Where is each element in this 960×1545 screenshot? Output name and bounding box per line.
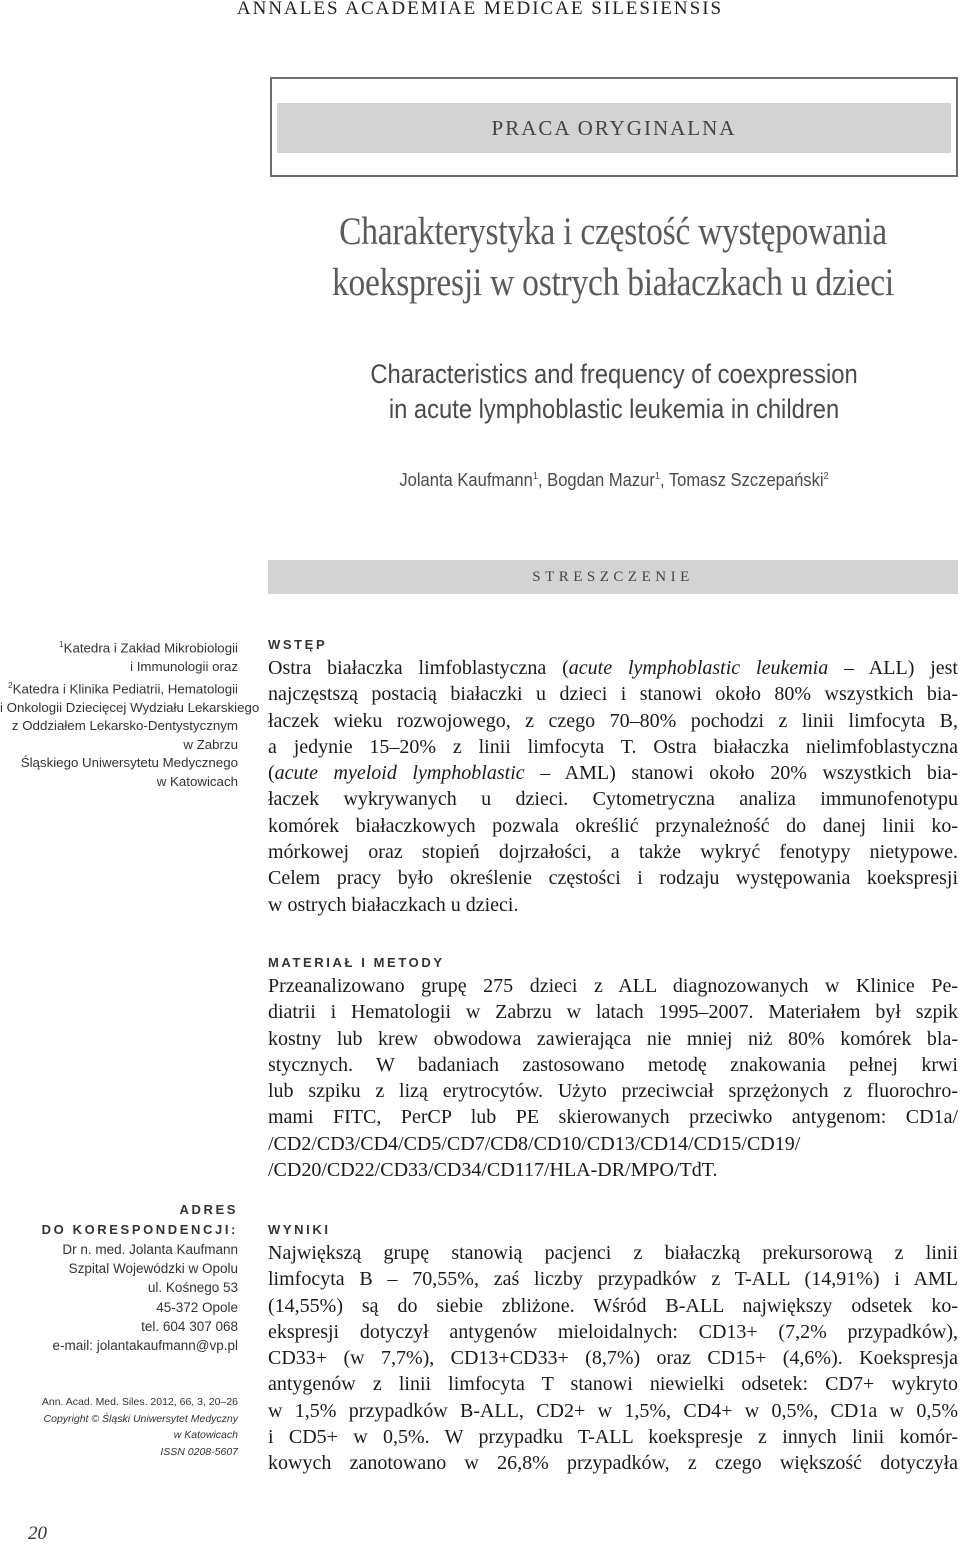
- text-line: w 1,5% przypadków B-ALL, CD2+ w 1,5%, CD4+ w 0,5%, CD1a w 0,5%: [268, 1399, 958, 1422]
- text-line: (14,55%) są do siebie zbliżone. Wśród B-ALL największy odsetek ko-: [268, 1294, 958, 1317]
- author-1: Jolanta Kaufmann: [399, 470, 533, 490]
- text-line: Celem pracy było określenie częstości i rodzaju występowania koekspresji: [268, 867, 958, 890]
- text-line: w ostrych białaczkach u dzieci.: [268, 893, 519, 916]
- section-heading-results: WYNIKI: [268, 1222, 331, 1237]
- affiliations: [0, 636, 260, 792]
- correspondence-block: [0, 1200, 238, 1355]
- author-list: [298, 470, 931, 491]
- text-line: CD33+ (w 7,7%), CD13+CD33+ (8,7%) oraz CD15+ (4,6%). Koekspresja: [268, 1347, 958, 1370]
- section-heading-wstep: WSTĘP: [268, 637, 328, 652]
- section-body-wstep: [268, 655, 958, 918]
- page-number: 20: [28, 1523, 47, 1544]
- section-body-methods: [268, 973, 958, 1183]
- text-line: diatrii i Hematologii w Zabrzu w latach 1995–2007. Materiałem był szpik: [268, 1001, 958, 1024]
- text-line: /CD2/CD3/CD4/CD5/CD7/CD8/CD10/CD13/CD14/CD15/CD19/: [268, 1132, 801, 1155]
- author-1-affil: 1: [532, 471, 538, 482]
- text-line: najczęstszą postacią białaczki u dzieci i stanowi około 80% wszystkich bia-: [268, 683, 958, 706]
- affil-line: $^2$Katedra i Klinika Pediatrii, Hematologii: [8, 680, 238, 697]
- correspondence-heading-1: ADRES: [179, 1202, 238, 1217]
- article-subtitle-english: [311, 357, 916, 427]
- text-line: łaczek wieku rozwojowego, z czego 70–80% pochodzi z linii limfocyta B,: [268, 709, 958, 732]
- citation-ref: Ann. Acad. Med. Siles. 2012, 66, 3, 20–26: [41, 1396, 238, 1408]
- text-line: (acute myeloid lymphoblastic – AML) stanowi około 20% wszystkich bia-: [268, 762, 959, 785]
- text-line: kowych zanotowano w 26,8% przypadków, z czego większość dotyczyła: [268, 1452, 958, 1475]
- section-body-results: [268, 1240, 958, 1477]
- abstract-header-bar: STRESZCZENIE: [268, 560, 958, 594]
- correspondence-line: tel. 604 307 068: [141, 1318, 238, 1334]
- article-type-box: [270, 77, 958, 177]
- text-line: stycznych. W badaniach zastosowano metodę znakowania pełnej krwi: [268, 1053, 958, 1076]
- author-3-affil: 2: [823, 471, 829, 482]
- article-type: PRACA ORYGINALNA: [277, 103, 951, 153]
- author-3: , Tomasz Szczepański: [660, 470, 824, 490]
- text-line: kostny lub krew obwodowa zawierająca nie mniej niż 80% komórek bla-: [268, 1027, 958, 1050]
- correspondence-line: ul. Kośnego 53: [147, 1280, 238, 1296]
- correspondence-line: Szpital Wojewódzki w Opolu: [68, 1261, 238, 1277]
- text-line: mami FITC, PerCP lub PE skierowanych przeciwko antygenom: CD1a/: [268, 1106, 958, 1129]
- text-line: Przeanalizowano grupę 275 dzieci z ALL diagnozowanych w Klinice Pe-: [268, 975, 958, 997]
- author-2-affil: 1: [654, 471, 660, 482]
- text-line: komórek białaczkowych pozwala określić przynależność do danej linii ko-: [268, 814, 958, 837]
- text-line: lub szpiku z lizą erytrocytów. Użyto przeciwciał sprzężonych z fluorochro-: [268, 1080, 958, 1103]
- text-line: łaczek wykrywanych u dzieci. Cytometryczna analiza immunofenotypu: [268, 788, 958, 811]
- citation-block: [0, 1394, 238, 1460]
- text-line: ekspresji dotyczył antygenów mieloidalnych: CD13+ (7,2% przypadków),: [268, 1320, 958, 1343]
- text-line: a jedynie 15–20% z linii limfocyta T. Ostra białaczka nielimfoblastyczna: [268, 735, 958, 758]
- author-2: , Bogdan Mazur: [537, 470, 655, 490]
- section-heading-methods: MATERIAŁ I METODY: [268, 955, 445, 970]
- affil-line: i Onkologii Dziecięcej Wydziału Lekarskiego: [0, 699, 260, 715]
- title-line-1: Charakterystyka i częstość występowania: [339, 210, 887, 253]
- text-line: mórkowej oraz stopień dojrzałości, a także wykryć fenotypy nietypowe.: [268, 841, 958, 864]
- text-line: i CD5+ w 0,5%. W przypadku T-ALL koekspresje z innych linii komór-: [268, 1426, 958, 1449]
- article-title: [309, 206, 916, 308]
- title-line-2: koekspresji w ostrych białaczkach u dzieci: [332, 261, 894, 304]
- affil-line: w Katowicach: [156, 774, 238, 789]
- correspondence-line: Dr n. med. Jolanta Kaufmann: [62, 1242, 238, 1257]
- text-line: /CD20/CD22/CD33/CD34/CD117/HLA-DR/MPO/TdT.: [268, 1159, 718, 1182]
- subtitle-line-1: Characteristics and frequency of coexpression: [370, 359, 858, 389]
- journal-name: ANNALES ACADEMIAE MEDICAE SILESIENSIS: [236, 0, 724, 19]
- copyright-place: w Katowicach: [173, 1429, 238, 1441]
- subtitle-line-2: in acute lymphoblastic leukemia in children: [388, 394, 840, 424]
- text-line: Największą grupę stanowią pacjenci z białaczką prekursorową z linii: [268, 1242, 958, 1264]
- affil-line: i Immunologii oraz: [130, 659, 238, 675]
- affil-line: $^1$Katedra i Zakład Mikrobiologii: [59, 640, 238, 656]
- issn: ISSN 0208-5607: [160, 1445, 238, 1458]
- correspondence-heading-2: DO KORESPONDENCJI:: [41, 1222, 238, 1237]
- correspondence-line: 45-372 Opole: [156, 1299, 238, 1315]
- text-line: limfocyta B – 70,55%, zaś liczby przypadków z T-ALL (14,91%) i AML: [268, 1268, 958, 1291]
- affil-line: w Zabrzu: [183, 736, 238, 752]
- copyright: Copyright © Śląski Uniwersytet Medyczny: [43, 1412, 238, 1425]
- text-line: Ostra białaczka limfoblastyczna (acute lymphoblastic leukemia – ALL) jest: [268, 657, 958, 679]
- text-line: antygenów z linii limfocyta T stanowi niewielki odsetek: CD7+ wykryto: [268, 1373, 958, 1396]
- correspondence-email[interactable]: e-mail: jolantakaufmann@vp.pl: [52, 1338, 238, 1354]
- affil-line: z Oddziałem Lekarsko-Dentystycznym: [11, 718, 238, 734]
- affil-line: Śląskiego Uniwersytetu Medycznego: [20, 755, 238, 771]
